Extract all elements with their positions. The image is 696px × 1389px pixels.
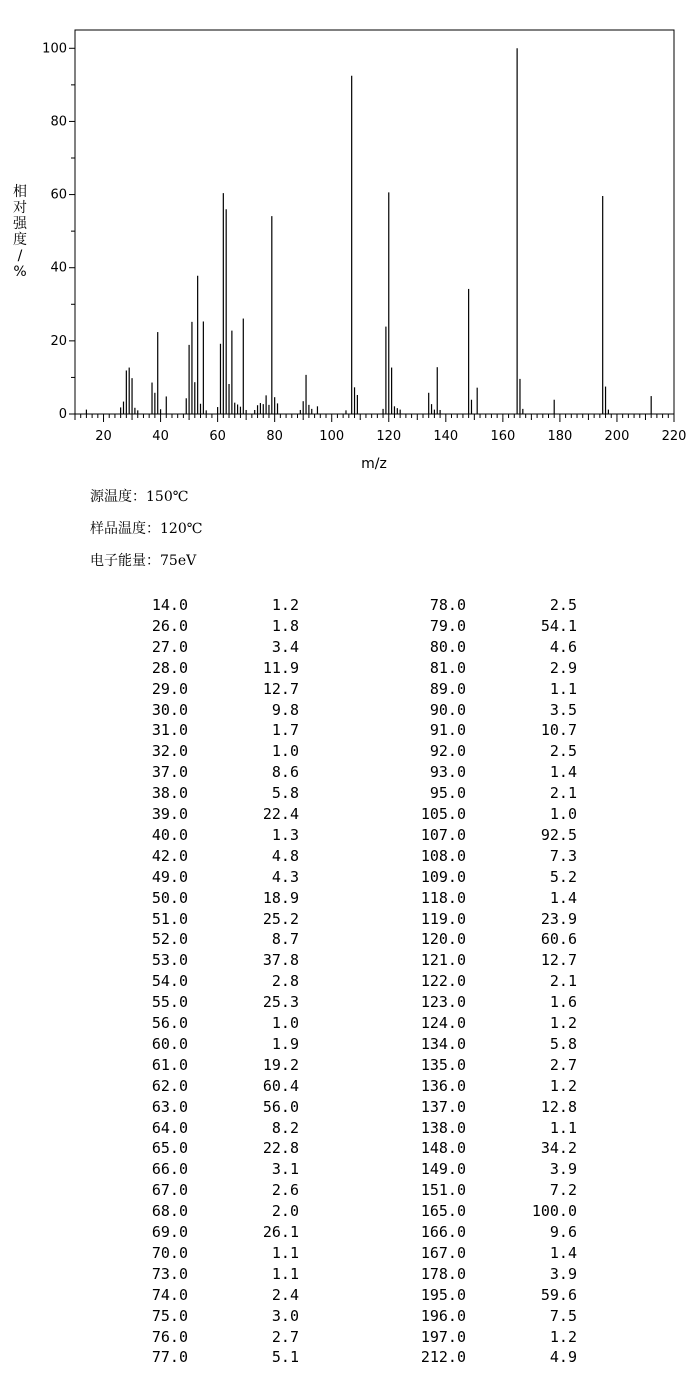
intensity-value: 1.2 [549, 1327, 577, 1346]
intensity-value: 3.0 [271, 1306, 299, 1325]
mz-value: 31.0 [151, 721, 188, 740]
mz-value: 120.0 [420, 930, 466, 949]
mz-value: 93.0 [429, 763, 466, 782]
intensity-value: 23.9 [540, 909, 577, 928]
table-row [0, 1077, 696, 1097]
intensity-value: 1.0 [549, 805, 577, 823]
intensity-value: 56.0 [262, 1097, 299, 1116]
intensity-value: 1.6 [549, 993, 577, 1012]
mz-value: 74.0 [151, 1285, 188, 1304]
mz-value: 197.0 [420, 1327, 466, 1346]
table-row [0, 1223, 696, 1243]
mz-value: 39.0 [151, 805, 188, 823]
table-row [0, 889, 696, 909]
mz-value: 79.0 [429, 616, 466, 635]
intensity-value: 9.8 [271, 700, 299, 719]
intensity-value: 3.4 [271, 637, 299, 656]
mz-value: 149.0 [420, 1160, 466, 1179]
table-row [0, 1348, 696, 1368]
table-row [0, 805, 696, 825]
x-tick-label: 160 [490, 429, 516, 444]
intensity-value: 8.2 [271, 1118, 299, 1137]
mz-value: 65.0 [151, 1139, 188, 1158]
table-row [0, 930, 696, 950]
intensity-value: 60.6 [540, 930, 577, 949]
x-tick-label: 200 [604, 429, 630, 444]
intensity-value: 19.2 [262, 1055, 299, 1074]
intensity-value: 5.2 [549, 867, 577, 886]
table-row [0, 910, 696, 930]
x-tick-label: 80 [266, 429, 283, 444]
intensity-value: 1.7 [271, 721, 299, 740]
mz-value: 50.0 [151, 888, 188, 907]
intensity-value: 5.8 [549, 1034, 577, 1053]
x-tick-label: 180 [547, 429, 573, 444]
x-tick-label: 140 [433, 429, 459, 444]
mz-value: 51.0 [151, 909, 188, 928]
intensity-value: 34.2 [540, 1139, 577, 1158]
table-row [0, 659, 696, 679]
mz-value: 55.0 [151, 993, 188, 1012]
mz-value: 134.0 [420, 1034, 466, 1053]
intensity-value: 54.1 [540, 616, 577, 635]
y-tick-label: 40 [50, 260, 67, 276]
x-axis [75, 414, 686, 444]
y-tick-label: 80 [50, 114, 67, 130]
source-temperature: 源温度：150℃ [90, 489, 189, 505]
y-tick-label: 20 [50, 333, 67, 349]
mz-value: 29.0 [151, 679, 188, 698]
table-row [0, 1328, 696, 1348]
mz-value: 73.0 [151, 1264, 188, 1283]
y-axis [42, 41, 75, 422]
intensity-value: 8.7 [271, 930, 299, 949]
mz-value: 148.0 [420, 1139, 466, 1158]
mz-value: 62.0 [151, 1076, 188, 1095]
table-row [0, 993, 696, 1013]
mz-value: 30.0 [151, 700, 188, 719]
intensity-value: 12.7 [540, 951, 577, 970]
mz-value: 105.0 [420, 805, 466, 823]
mz-value: 76.0 [151, 1327, 188, 1346]
intensity-value: 7.3 [549, 846, 577, 865]
intensity-value: 4.8 [271, 846, 299, 865]
mz-value: 38.0 [151, 784, 188, 803]
intensity-value: 5.1 [271, 1348, 299, 1367]
table-row [0, 1056, 696, 1076]
intensity-value: 3.5 [549, 700, 577, 719]
mz-value: 27.0 [151, 637, 188, 656]
intensity-value: 1.0 [271, 1014, 299, 1032]
mz-value: 136.0 [420, 1076, 466, 1095]
intensity-value: 4.9 [549, 1348, 577, 1367]
x-axis-label: m/z [361, 456, 387, 472]
intensity-value: 2.8 [271, 972, 299, 991]
intensity-value: 2.9 [549, 658, 577, 677]
table-row [0, 1286, 696, 1306]
y-tick-label: 100 [42, 41, 67, 57]
intensity-value: 1.4 [549, 888, 577, 907]
mz-value: 53.0 [151, 951, 188, 970]
table-row [0, 1098, 696, 1118]
mz-value: 26.0 [151, 616, 188, 635]
table-row [0, 784, 696, 804]
mz-value: 78.0 [429, 596, 466, 614]
mz-value: 61.0 [151, 1055, 188, 1074]
mz-value: 92.0 [429, 742, 466, 761]
mz-value: 52.0 [151, 930, 188, 949]
table-row [0, 680, 696, 700]
x-tick-label: 60 [209, 429, 226, 444]
table-row [0, 1244, 696, 1264]
intensity-value: 1.2 [549, 1014, 577, 1032]
intensity-value: 11.9 [262, 658, 299, 677]
intensity-value: 8.6 [271, 763, 299, 782]
intensity-value: 1.3 [271, 825, 299, 844]
mz-value: 56.0 [151, 1014, 188, 1032]
mz-value: 109.0 [420, 867, 466, 886]
intensity-value: 1.1 [549, 1118, 577, 1137]
mz-value: 28.0 [151, 658, 188, 677]
mz-value: 89.0 [429, 679, 466, 698]
y-tick-label: 60 [50, 187, 67, 203]
table-row [0, 1139, 696, 1159]
intensity-value: 10.7 [540, 721, 577, 740]
mz-value: 70.0 [151, 1243, 188, 1262]
mz-value: 122.0 [420, 972, 466, 991]
mz-value: 108.0 [420, 846, 466, 865]
intensity-value: 3.1 [271, 1160, 299, 1179]
mz-value: 95.0 [429, 784, 466, 803]
intensity-value: 1.4 [549, 763, 577, 782]
table-row [0, 596, 696, 616]
x-tick-label: 20 [95, 429, 112, 444]
mz-value: 80.0 [429, 637, 466, 656]
intensity-value: 4.6 [549, 637, 577, 656]
electron-energy: 电子能量：75eV [90, 553, 197, 569]
table-row [0, 972, 696, 992]
intensity-value: 4.3 [271, 867, 299, 886]
mz-value: 42.0 [151, 846, 188, 865]
intensity-value: 7.5 [549, 1306, 577, 1325]
mz-value: 54.0 [151, 972, 188, 991]
table-row [0, 1160, 696, 1180]
table-row [0, 1307, 696, 1327]
intensity-value: 3.9 [549, 1160, 577, 1179]
intensity-value: 2.0 [271, 1202, 299, 1221]
mz-value: 67.0 [151, 1181, 188, 1200]
y-axis-label: 相对强度/ % [13, 184, 27, 280]
mz-value: 212.0 [420, 1348, 466, 1367]
table-row [0, 951, 696, 971]
intensity-value: 1.4 [549, 1243, 577, 1262]
table-row [0, 742, 696, 762]
intensity-value: 2.1 [549, 972, 577, 991]
table-row [0, 617, 696, 637]
table-row [0, 826, 696, 846]
mz-value: 68.0 [151, 1202, 188, 1221]
mz-value: 40.0 [151, 825, 188, 844]
mz-value: 14.0 [151, 596, 188, 614]
mz-value: 90.0 [429, 700, 466, 719]
intensity-value: 3.9 [549, 1264, 577, 1283]
mz-value: 77.0 [151, 1348, 188, 1367]
table-row [0, 638, 696, 658]
table-row [0, 1035, 696, 1055]
table-row [0, 1119, 696, 1139]
intensity-value: 9.6 [549, 1223, 577, 1241]
mz-value: 137.0 [420, 1097, 466, 1116]
mz-value: 107.0 [420, 825, 466, 844]
intensity-value: 1.2 [271, 596, 299, 614]
mz-value: 64.0 [151, 1118, 188, 1137]
intensity-value: 12.7 [262, 679, 299, 698]
mz-value: 63.0 [151, 1097, 188, 1116]
mass-spectrum-chart [0, 0, 696, 480]
intensity-value: 22.8 [262, 1139, 299, 1158]
mz-value: 135.0 [420, 1055, 466, 1074]
intensity-value: 2.5 [549, 596, 577, 614]
table-row [0, 1202, 696, 1222]
intensity-value: 92.5 [540, 825, 577, 844]
intensity-value: 5.8 [271, 784, 299, 803]
mz-value: 81.0 [429, 658, 466, 677]
intensity-value: 100.0 [531, 1202, 577, 1221]
mz-value: 178.0 [420, 1264, 466, 1283]
mz-value: 69.0 [151, 1223, 188, 1241]
table-row [0, 721, 696, 741]
intensity-value: 22.4 [262, 805, 299, 823]
mz-value: 151.0 [420, 1181, 466, 1200]
intensity-value: 2.4 [271, 1285, 299, 1304]
x-tick-label: 220 [661, 429, 687, 444]
table-row [0, 763, 696, 783]
table-row [0, 847, 696, 867]
mz-value: 167.0 [420, 1243, 466, 1262]
intensity-value: 1.8 [271, 616, 299, 635]
table-row [0, 1181, 696, 1201]
intensity-value: 12.8 [540, 1097, 577, 1116]
mz-value: 119.0 [420, 909, 466, 928]
x-tick-label: 100 [319, 429, 345, 444]
intensity-value: 1.2 [549, 1076, 577, 1095]
intensity-value: 60.4 [262, 1076, 299, 1095]
mz-value: 195.0 [420, 1285, 466, 1304]
intensity-value: 25.2 [262, 909, 299, 928]
mz-value: 66.0 [151, 1160, 188, 1179]
intensity-value: 1.1 [271, 1243, 299, 1262]
intensity-value: 1.1 [271, 1264, 299, 1283]
mz-value: 121.0 [420, 951, 466, 970]
intensity-value: 1.0 [271, 742, 299, 761]
x-tick-label: 120 [376, 429, 402, 444]
sample-temperature: 样品温度：120℃ [90, 521, 203, 537]
intensity-value: 2.7 [549, 1055, 577, 1074]
intensity-value: 25.3 [262, 993, 299, 1012]
mz-value: 91.0 [429, 721, 466, 740]
mz-value: 49.0 [151, 867, 188, 886]
intensity-value: 26.1 [262, 1223, 299, 1241]
table-row [0, 868, 696, 888]
table-row [0, 1265, 696, 1285]
intensity-value: 1.9 [271, 1034, 299, 1053]
table-row [0, 701, 696, 721]
mz-value: 124.0 [420, 1014, 466, 1032]
intensity-value: 2.1 [549, 784, 577, 803]
mz-value: 37.0 [151, 763, 188, 782]
peak-bars [86, 48, 651, 414]
y-tick-label: 0 [58, 407, 67, 422]
intensity-value: 2.6 [271, 1181, 299, 1200]
intensity-value: 7.2 [549, 1181, 577, 1200]
mz-value: 166.0 [420, 1223, 466, 1241]
mz-value: 60.0 [151, 1034, 188, 1053]
mz-value: 118.0 [420, 888, 466, 907]
mz-value: 196.0 [420, 1306, 466, 1325]
intensity-value: 18.9 [262, 888, 299, 907]
mz-value: 123.0 [420, 993, 466, 1012]
intensity-value: 1.1 [549, 679, 577, 698]
mz-value: 75.0 [151, 1306, 188, 1325]
x-tick-label: 40 [152, 429, 169, 444]
intensity-value: 37.8 [262, 951, 299, 970]
mz-value: 138.0 [420, 1118, 466, 1137]
plot-frame [75, 30, 674, 414]
mz-value: 165.0 [420, 1202, 466, 1221]
mz-value: 32.0 [151, 742, 188, 761]
intensity-value: 2.5 [549, 742, 577, 761]
intensity-value: 59.6 [540, 1285, 577, 1304]
intensity-value: 2.7 [271, 1327, 299, 1346]
table-row [0, 1014, 696, 1034]
